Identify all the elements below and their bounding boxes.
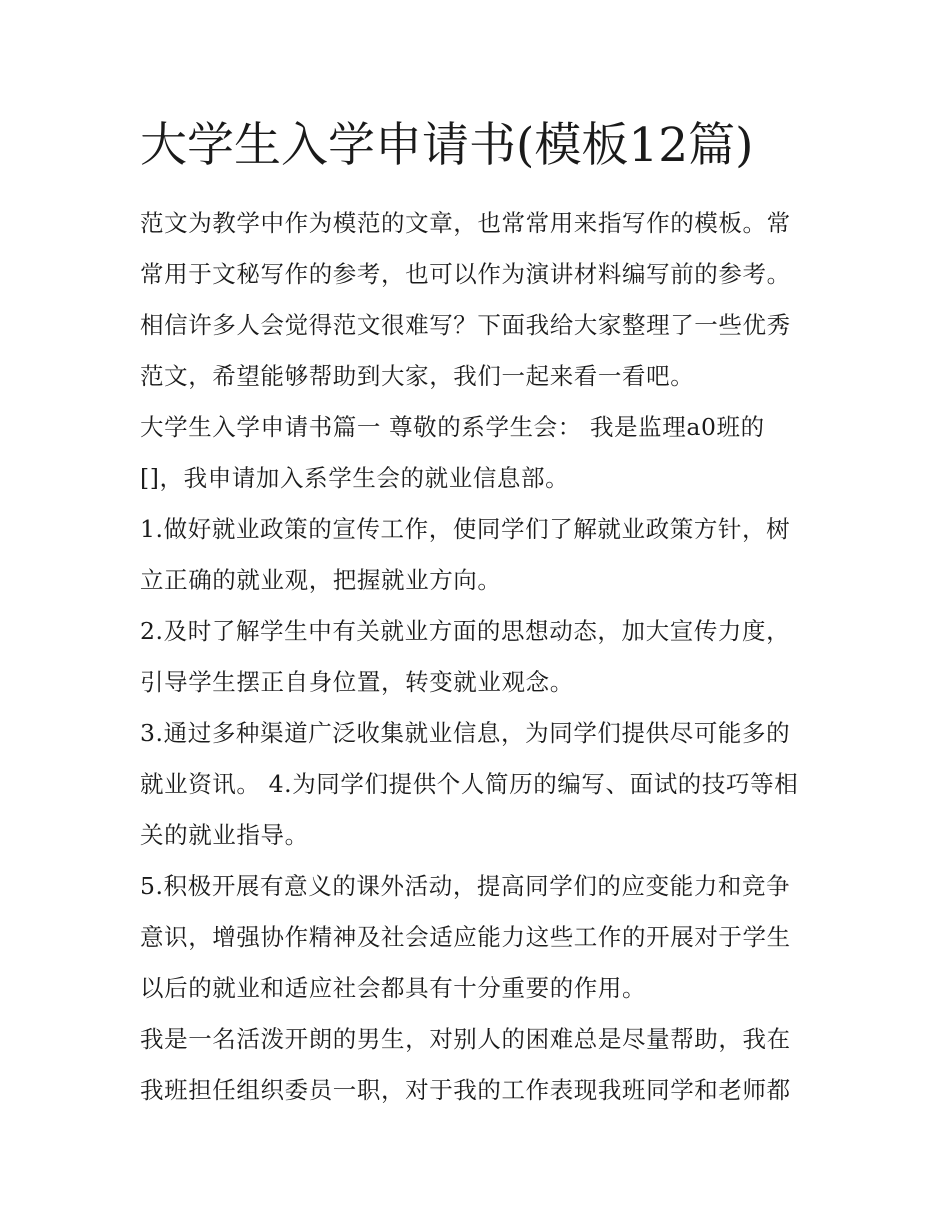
document-title: 大学生入学申请书(模板12篇): [140, 118, 754, 173]
body-line: 意识，增强协作精神及社会适应能力这些工作的开展对于学生: [140, 923, 791, 951]
body-line: 立正确的就业观，把握就业方向。: [140, 566, 502, 594]
body-line: 常用于文秘写作的参考，也可以作为演讲材料编写前的参考。: [140, 260, 791, 288]
body-line: 1.做好就业政策的宣传工作，使同学们了解就业政策方针，树: [140, 515, 791, 543]
body-line: 3.通过多种渠道广泛收集就业信息，为同学们提供尽可能多的: [140, 719, 791, 747]
body-line: 我是一名活泼开朗的男生，对别人的困难总是尽量帮助，我在: [140, 1025, 791, 1053]
body-line: 以后的就业和适应社会都具有十分重要的作用。: [140, 974, 647, 1002]
body-line: 就业资讯。 4.为同学们提供个人简历的编写、面试的技巧等相: [140, 770, 799, 798]
body-line: 我班担任组织委员一职，对于我的工作表现我班同学和老师都: [140, 1076, 791, 1104]
body-line: 引导学生摆正自身位置，转变就业观念。: [140, 668, 574, 696]
body-line: 2.及时了解学生中有关就业方面的思想动态，加大宣传力度，: [140, 617, 791, 645]
document-body: [140, 198, 820, 1116]
body-line: 范文，希望能够帮助到大家，我们一起来看一看吧。: [140, 362, 695, 390]
body-line: 大学生入学申请书篇一 尊敬的系学生会： 我是监理a0班的: [140, 413, 765, 441]
body-line: 范文为教学中作为模范的文章，也常常用来指写作的模板。常: [140, 209, 791, 237]
body-line: 5.积极开展有意义的课外活动，提高同学们的应变能力和竞争: [140, 872, 791, 900]
body-line: 相信许多人会觉得范文很难写？下面我给大家整理了一些优秀: [140, 311, 791, 339]
body-line: 关的就业指导。: [140, 821, 309, 849]
body-line: []，我申请加入系学生会的就业信息部。: [140, 464, 570, 492]
